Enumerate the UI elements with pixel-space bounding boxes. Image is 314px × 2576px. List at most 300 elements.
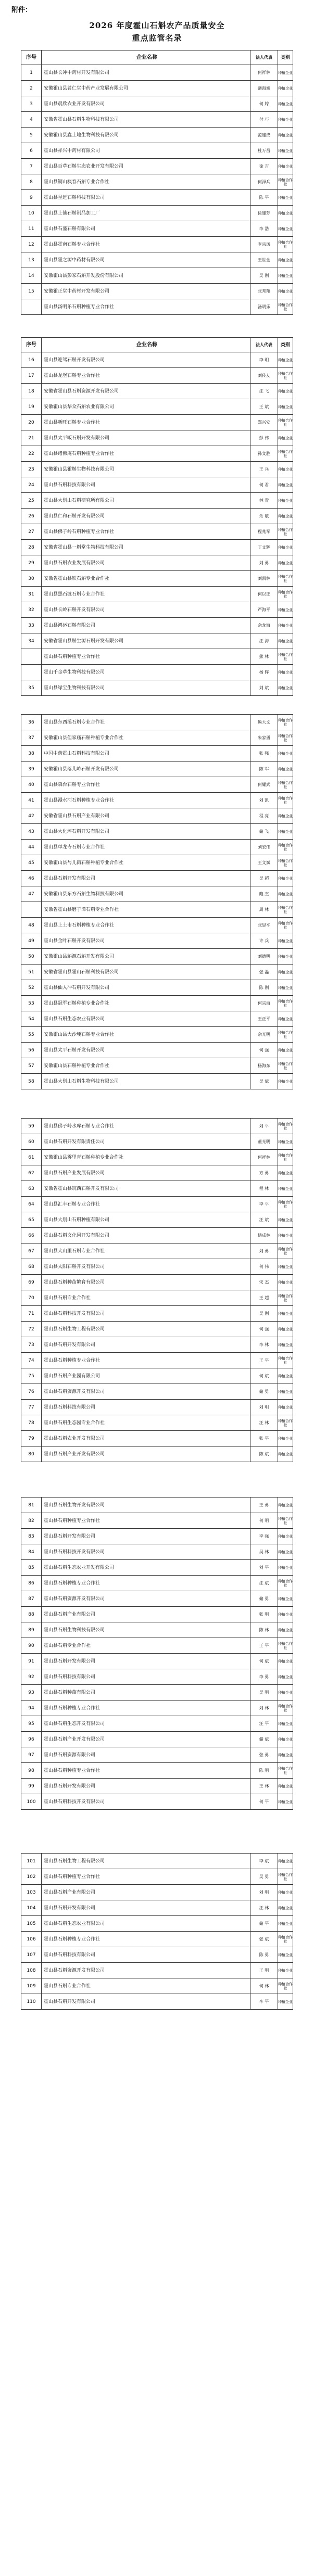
enterprise-name: 霍山县石斛生态开发有限公司	[42, 1716, 250, 1732]
legal-representative: 刘宏伟	[250, 840, 278, 855]
table-row	[21, 446, 293, 462]
legal-representative: 何以正	[250, 587, 278, 602]
enterprise-category: 种植企业	[278, 1498, 293, 1513]
row-number: 93	[21, 1685, 42, 1701]
row-number: 75	[21, 1368, 42, 1384]
enterprise-name: 霍山县石斛开发有限公司	[42, 1900, 250, 1916]
table-row	[21, 1701, 293, 1716]
legal-representative: 程兆军	[250, 524, 278, 540]
table-row	[21, 1011, 293, 1027]
enterprise-category: 种植企业	[278, 143, 293, 159]
enterprise-name: 霍山县仁和石斛开发有限公司	[42, 509, 250, 524]
table-row	[21, 221, 293, 237]
table-row	[21, 524, 293, 540]
attachment-label: 附件：	[11, 6, 32, 14]
legal-representative: 李 明	[250, 352, 278, 368]
enterprise-name: 霍山县石斛开发有限公司	[42, 1529, 250, 1544]
enterprise-name: 霍山县石斛生物工程有限公司	[42, 1854, 250, 1869]
enterprise-name: 霍山县佛子岭石斛种植专业合作社	[42, 524, 250, 540]
enterprise-category: 种植企业	[278, 1654, 293, 1669]
row-number: 41	[21, 793, 42, 808]
table-row	[21, 430, 293, 446]
legal-representative: 刘德明	[250, 949, 278, 965]
legal-representative: 郑兴安	[250, 415, 278, 430]
legal-representative: 杨 晖	[250, 665, 278, 680]
legal-representative: 刘传友	[250, 368, 278, 384]
enterprise-category: 种植企业	[278, 602, 293, 618]
enterprise-category: 种植企业	[278, 206, 293, 221]
enterprise-name: 霍山县铜山枫春石斛专业合作社	[42, 174, 250, 190]
enterprise-category: 种植企业	[278, 808, 293, 824]
legal-representative: 刘 勇	[250, 555, 278, 571]
enterprise-name: 霍山县石斛科技开发有限公司	[42, 1794, 250, 1810]
table-row	[21, 1337, 293, 1353]
row-number: 22	[21, 446, 42, 462]
row-number: 32	[21, 602, 42, 618]
registry-table	[21, 50, 293, 315]
enterprise-name: 安徽霍山县东方石斛生物科技有限公司	[42, 886, 250, 902]
enterprise-name: 霍山县上土市石斛种植专业合作社	[42, 918, 250, 933]
table-row	[21, 1181, 293, 1197]
enterprise-category: 种植合作社	[278, 524, 293, 540]
legal-representative: 汪 涛	[250, 633, 278, 649]
table-row	[21, 665, 293, 680]
legal-representative: 何祥林	[250, 65, 278, 81]
enterprise-category: 种植合作社	[278, 1290, 293, 1306]
enterprise-name: 霍山县佛子岭水库石斛专业合作社	[42, 1119, 250, 1134]
legal-representative: 储成林	[250, 1228, 278, 1243]
legal-representative: 储 斌	[250, 1732, 278, 1747]
legal-representative: 王正平	[250, 1011, 278, 1027]
row-number: 35	[21, 680, 42, 696]
table-row	[21, 1353, 293, 1368]
enterprise-name: 霍山县森台石斛专业合作社	[42, 777, 250, 793]
legal-representative: 汪 林	[250, 1900, 278, 1916]
enterprise-name: 霍山县石斛种植专业合作社	[42, 1353, 250, 1368]
legal-representative: 张 斌	[250, 1932, 278, 1947]
table-row	[21, 1654, 293, 1669]
legal-representative: 何祥林	[250, 1150, 278, 1165]
table-row	[21, 1763, 293, 1779]
enterprise-category: 种植合作社	[278, 730, 293, 746]
row-number: 109	[21, 1978, 42, 1994]
legal-representative: 李宗凤	[250, 237, 278, 252]
table-row	[21, 1560, 293, 1576]
enterprise-category: 种植企业	[278, 949, 293, 965]
row-number: 28	[21, 540, 42, 555]
table-row	[21, 368, 293, 384]
legal-representative: 王 林	[250, 1779, 278, 1794]
document-subtitle: 重点监管名录	[132, 33, 182, 43]
enterprise-name: 霍山县石斛种植专业合作社	[42, 1701, 250, 1716]
enterprise-category: 种植企业	[278, 493, 293, 509]
row-number: 59	[21, 1119, 42, 1134]
enterprise-name: 霍山千金草生物科技有限公司	[42, 665, 250, 680]
enterprise-category: 种植企业	[278, 871, 293, 886]
row-number: 84	[21, 1544, 42, 1560]
row-number: 34	[21, 633, 42, 649]
enterprise-category: 种植企业	[278, 252, 293, 268]
table-header-row	[21, 50, 293, 65]
enterprise-name: 霍山县石斛种植专业合作社	[42, 1932, 250, 1947]
row-number: 105	[21, 1916, 42, 1932]
enterprise-name: 霍山县太平石斛开发有限公司	[42, 1043, 250, 1058]
row-number: 42	[21, 808, 42, 824]
table-row	[21, 1322, 293, 1337]
row-number: 58	[21, 1074, 42, 1089]
table-row	[21, 1747, 293, 1763]
legal-representative: 余光明	[250, 1027, 278, 1043]
row-number: 29	[21, 555, 42, 571]
table-row	[21, 1119, 293, 1134]
row-number: 64	[21, 1197, 42, 1212]
enterprise-category: 种植企业	[278, 762, 293, 777]
table-row	[21, 1916, 293, 1932]
enterprise-name: 霍山县晨欣农业开发有限公司	[42, 96, 250, 112]
row-number: 21	[21, 430, 42, 446]
enterprise-category: 种植合作社	[278, 368, 293, 384]
enterprise-category: 种植合作社	[278, 1513, 293, 1529]
row-number: 66	[21, 1228, 42, 1243]
enterprise-name: 霍山县石斛农业开发有限公司	[42, 1431, 250, 1446]
legal-representative: 陈 明	[250, 1763, 278, 1779]
enterprise-name: 霍山县石斛产业园有限公司	[42, 1368, 250, 1384]
table-row	[21, 1027, 293, 1043]
enterprise-name: 霍山县上仙石斛制品加工厂	[42, 206, 250, 221]
table-row	[21, 1368, 293, 1384]
enterprise-category: 种植合作社	[278, 1150, 293, 1165]
enterprise-name: 霍山县诸佛庵石斛种植专业合作社	[42, 446, 250, 462]
row-number: 26	[21, 509, 42, 524]
enterprise-name: 霍山县汤明乐石斛种植专业合作社	[42, 299, 250, 315]
row-number: 50	[21, 949, 42, 965]
row-number: 5	[21, 128, 42, 143]
enterprise-name: 安徽霍山县鑫土地生物科技有限公司	[42, 128, 250, 143]
enterprise-category: 种植合作社	[278, 299, 293, 315]
enterprise-name: 安徽省霍山县一斛堂生物科技有限公司	[42, 540, 250, 555]
legal-representative: 熊 林	[250, 649, 278, 665]
legal-representative: 张 强	[250, 746, 278, 762]
table-row	[21, 680, 293, 696]
table-row	[21, 1275, 293, 1290]
row-number: 23	[21, 462, 42, 477]
enterprise-category: 种植企业	[278, 462, 293, 477]
enterprise-category: 种植合作社	[278, 1027, 293, 1043]
legal-representative: 董光明	[250, 1134, 278, 1150]
table-row	[21, 633, 293, 649]
enterprise-name: 霍山县石斛生态园专业合作社	[42, 1415, 250, 1431]
legal-representative: 何 平	[250, 1794, 278, 1810]
table-row	[21, 159, 293, 174]
table-row	[21, 190, 293, 206]
row-number: 3	[21, 96, 42, 112]
legal-representative: 彭 伟	[250, 430, 278, 446]
enterprise-name: 霍山县鸿运石斛有限公司	[42, 618, 250, 633]
table-row	[21, 933, 293, 949]
row-number: 91	[21, 1654, 42, 1669]
table-row	[21, 174, 293, 190]
enterprise-category: 种植合作社	[278, 715, 293, 730]
enterprise-name: 霍山县石斛科技有限公司	[42, 1947, 250, 1963]
header-no: 序号	[21, 50, 42, 65]
legal-representative: 林 青	[250, 493, 278, 509]
legal-representative: 刘 平	[250, 1560, 278, 1576]
row-number: 49	[21, 933, 42, 949]
enterprise-category: 种植合作社	[278, 1119, 293, 1134]
enterprise-category: 种植企业	[278, 509, 293, 524]
enterprise-category: 种植企业	[278, 65, 293, 81]
enterprise-name: 安徽霍山县华众石斛农业有限公司	[42, 399, 250, 415]
enterprise-category: 种植合作社	[278, 996, 293, 1011]
row-number: 46	[21, 871, 42, 886]
enterprise-category: 种植企业	[278, 933, 293, 949]
header-no: 序号	[21, 338, 42, 352]
enterprise-category: 种植企业	[278, 1322, 293, 1337]
row-number: 100	[21, 1794, 42, 1810]
enterprise-category: 种植企业	[278, 1368, 293, 1384]
enterprise-category: 种植企业	[278, 1134, 293, 1150]
enterprise-category: 种植企业	[278, 1560, 293, 1576]
enterprise-name: 霍山县黑石渡石斛专业合作社	[42, 587, 250, 602]
legal-representative: 汪 斌	[250, 1576, 278, 1591]
table-row	[21, 415, 293, 430]
table-row	[21, 1685, 293, 1701]
legal-representative: 张 平	[250, 1431, 278, 1446]
table-row	[21, 1779, 293, 1794]
enterprise-category: 种植企业	[278, 1916, 293, 1932]
enterprise-category: 种植企业	[278, 1275, 293, 1290]
legal-representative: 何 林	[250, 1978, 278, 1994]
table-row	[21, 1732, 293, 1747]
legal-representative: 王世金	[250, 252, 278, 268]
legal-representative: 吴 斌	[250, 1074, 278, 1089]
row-number: 33	[21, 618, 42, 633]
enterprise-name: 霍山县石斛种植专业合作社	[42, 1513, 250, 1529]
legal-representative: 刘凯林	[250, 571, 278, 587]
table-row	[21, 1591, 293, 1607]
legal-representative: 王 平	[250, 1353, 278, 1368]
row-number: 27	[21, 524, 42, 540]
table-row	[21, 237, 293, 252]
table-row	[21, 587, 293, 602]
legal-representative: 严海平	[250, 602, 278, 618]
enterprise-category: 种植企业	[278, 352, 293, 368]
table-row	[21, 808, 293, 824]
table-row	[21, 509, 293, 524]
table-row	[21, 112, 293, 128]
enterprise-name: 霍山县石斛产业发展有限公司	[42, 1165, 250, 1181]
enterprise-category: 种植企业	[278, 1446, 293, 1462]
row-number: 4	[21, 112, 42, 128]
table-row	[21, 1622, 293, 1638]
enterprise-name: 霍山县石斛种植专业合作社	[42, 649, 250, 665]
enterprise-category: 种植合作社	[278, 415, 293, 430]
table-row	[21, 477, 293, 493]
enterprise-category: 种植企业	[278, 1607, 293, 1622]
legal-representative: 徐建芳	[250, 206, 278, 221]
table-row	[21, 96, 293, 112]
legal-representative: 付 巧	[250, 112, 278, 128]
row-number: 104	[21, 1900, 42, 1916]
row-number: 53	[21, 996, 42, 1011]
row-number: 36	[21, 715, 42, 730]
row-number: 73	[21, 1337, 42, 1353]
table-row	[21, 1498, 293, 1513]
table-row	[21, 1415, 293, 1431]
row-number: 98	[21, 1763, 42, 1779]
table-row	[21, 1854, 293, 1869]
enterprise-category: 种植企业	[278, 221, 293, 237]
row-number: 37	[21, 730, 42, 746]
enterprise-category: 种植企业	[278, 618, 293, 633]
enterprise-name: 霍山县石斛科技开发有限公司	[42, 1306, 250, 1322]
row-number: 14	[21, 268, 42, 284]
row-number: 31	[21, 587, 42, 602]
table-row	[21, 1150, 293, 1165]
row-number: 54	[21, 1011, 42, 1027]
enterprise-name: 安徽霍山县落儿岭石斛开发有限公司	[42, 762, 250, 777]
row-number: 60	[21, 1134, 42, 1150]
enterprise-category: 种植企业	[278, 430, 293, 446]
enterprise-category: 种植合作社	[278, 1197, 293, 1212]
legal-representative: 朱家勇	[250, 730, 278, 746]
enterprise-name: 安徽省霍山县磨子潭石斛专业合作社	[42, 902, 250, 918]
enterprise-name: 霍山县石斛生态农业开发有限公司	[42, 1560, 250, 1576]
legal-representative: 徐 吉	[250, 159, 278, 174]
enterprise-name: 霍山县石斛科技有限公司	[42, 477, 250, 493]
enterprise-category: 种植企业	[278, 1529, 293, 1544]
table-row	[21, 824, 293, 840]
legal-representative: 张思平	[250, 918, 278, 933]
row-number: 40	[21, 777, 42, 793]
enterprise-category: 种植企业	[278, 477, 293, 493]
legal-representative: 张邦翔	[250, 284, 278, 299]
table-row	[21, 1638, 293, 1654]
enterprise-name: 霍山县仙人冲石斛开发有限公司	[42, 980, 250, 996]
enterprise-name: 霍山县汇丰石斛专业合作社	[42, 1197, 250, 1212]
legal-representative: 李 平	[250, 1197, 278, 1212]
legal-representative: 杨海东	[250, 1058, 278, 1074]
enterprise-category: 种植企业	[278, 96, 293, 112]
row-number: 39	[21, 762, 42, 777]
legal-representative: 吴 刚	[250, 268, 278, 284]
legal-representative: 李 浩	[250, 221, 278, 237]
header-type: 类别	[278, 338, 293, 352]
row-number: 43	[21, 824, 42, 840]
table-row	[21, 1400, 293, 1415]
row-number: 1	[21, 65, 42, 81]
legal-representative: 何 强	[250, 1322, 278, 1337]
legal-representative: 刘 明	[250, 1400, 278, 1415]
enterprise-name: 安徽省霍山县皖西石斛开发有限公司	[42, 1181, 250, 1197]
enterprise-name: 安徽省霍山县石斛产业有限公司	[42, 808, 250, 824]
legal-representative: 汪 斌	[250, 1212, 278, 1228]
enterprise-name: 霍山县金叶石斛开发有限公司	[42, 933, 250, 949]
enterprise-name: 霍山县石斛种植专业合作社	[42, 1869, 250, 1885]
row-number: 70	[21, 1290, 42, 1306]
enterprise-category: 种植合作社	[278, 1763, 293, 1779]
table-row	[21, 1544, 293, 1560]
row-number: 89	[21, 1622, 42, 1638]
enterprise-category: 种植合作社	[278, 1932, 293, 1947]
table-row	[21, 746, 293, 762]
enterprise-category: 种植合作社	[278, 587, 293, 602]
legal-representative: 吴 勇	[250, 1869, 278, 1885]
enterprise-name: 霍山县大别山石斛研究所有限公司	[42, 493, 250, 509]
enterprise-name: 霍山县石斛农业发展有限公司	[42, 555, 250, 571]
table-row	[21, 399, 293, 415]
enterprise-name: 霍山县石斛开发有限公司	[42, 871, 250, 886]
enterprise-category: 种植企业	[278, 633, 293, 649]
legal-representative: 孙文胜	[250, 446, 278, 462]
enterprise-category: 种植企业	[278, 1947, 293, 1963]
legal-representative: 陈 平	[250, 190, 278, 206]
enterprise-name: 霍山县迎驾石斛开发有限公司	[42, 352, 250, 368]
table-row	[21, 1885, 293, 1900]
header-type: 类别	[278, 50, 293, 65]
legal-representative: 余龙海	[250, 618, 278, 633]
enterprise-name: 霍山县石斛科技开发有限公司	[42, 1544, 250, 1560]
table-row	[21, 1228, 293, 1243]
enterprise-name: 霍山县龙堡石斛专业合作社	[42, 368, 250, 384]
row-number: 13	[21, 252, 42, 268]
enterprise-name: 安徽省霍山县斛生源石斛开发有限公司	[42, 633, 250, 649]
legal-representative: 鲍 杰	[250, 886, 278, 902]
row-number: 85	[21, 1560, 42, 1576]
row-number: 55	[21, 1027, 42, 1043]
enterprise-category: 种植企业	[278, 980, 293, 996]
legal-representative: 何 婷	[250, 96, 278, 112]
enterprise-name: 霍山县石斛产业有限公司	[42, 1885, 250, 1900]
enterprise-name: 霍山县太平畈石斛开发有限公司	[42, 430, 250, 446]
enterprise-category: 种植企业	[278, 1854, 293, 1869]
enterprise-category: 种植合作社	[278, 793, 293, 808]
enterprise-name: 安徽省霍山县铁石斛专业合作社	[42, 571, 250, 587]
table-row	[21, 886, 293, 902]
enterprise-category: 种植企业	[278, 1384, 293, 1400]
enterprise-category: 种植企业	[278, 399, 293, 415]
enterprise-category: 种植企业	[278, 746, 293, 762]
row-number	[21, 902, 42, 918]
table-row	[21, 299, 293, 315]
enterprise-category: 种植企业	[278, 1622, 293, 1638]
row-number: 38	[21, 746, 42, 762]
enterprise-name: 霍山县大化坪石斛开发有限公司	[42, 824, 250, 840]
enterprise-name: 霍山县石斛生物开发有限公司	[42, 1498, 250, 1513]
enterprise-name: 霍山县石斛产业有限公司	[42, 1607, 250, 1622]
legal-representative: 潘海斌	[250, 81, 278, 96]
table-row	[21, 1134, 293, 1150]
enterprise-category: 种植合作社	[278, 777, 293, 793]
enterprise-category: 种植合作社	[278, 1415, 293, 1431]
legal-representative: 何 强	[250, 1043, 278, 1058]
legal-representative: 程 亮	[250, 808, 278, 824]
table-row	[21, 206, 293, 221]
enterprise-category: 种植企业	[278, 965, 293, 980]
enterprise-category: 种植合作社	[278, 1701, 293, 1716]
table-row	[21, 1513, 293, 1529]
table-row	[21, 252, 293, 268]
enterprise-name: 安徽霍山县大沙埂石斛专业合作社	[42, 1027, 250, 1043]
table-row	[21, 840, 293, 855]
table-row	[21, 1900, 293, 1916]
row-number: 48	[21, 918, 42, 933]
row-number: 81	[21, 1498, 42, 1513]
enterprise-category: 种植企业	[278, 1181, 293, 1197]
legal-representative: 何宗海	[250, 996, 278, 1011]
legal-representative: 何 明	[250, 1513, 278, 1529]
enterprise-name: 霍山县石斛种植专业合作社	[42, 1763, 250, 1779]
